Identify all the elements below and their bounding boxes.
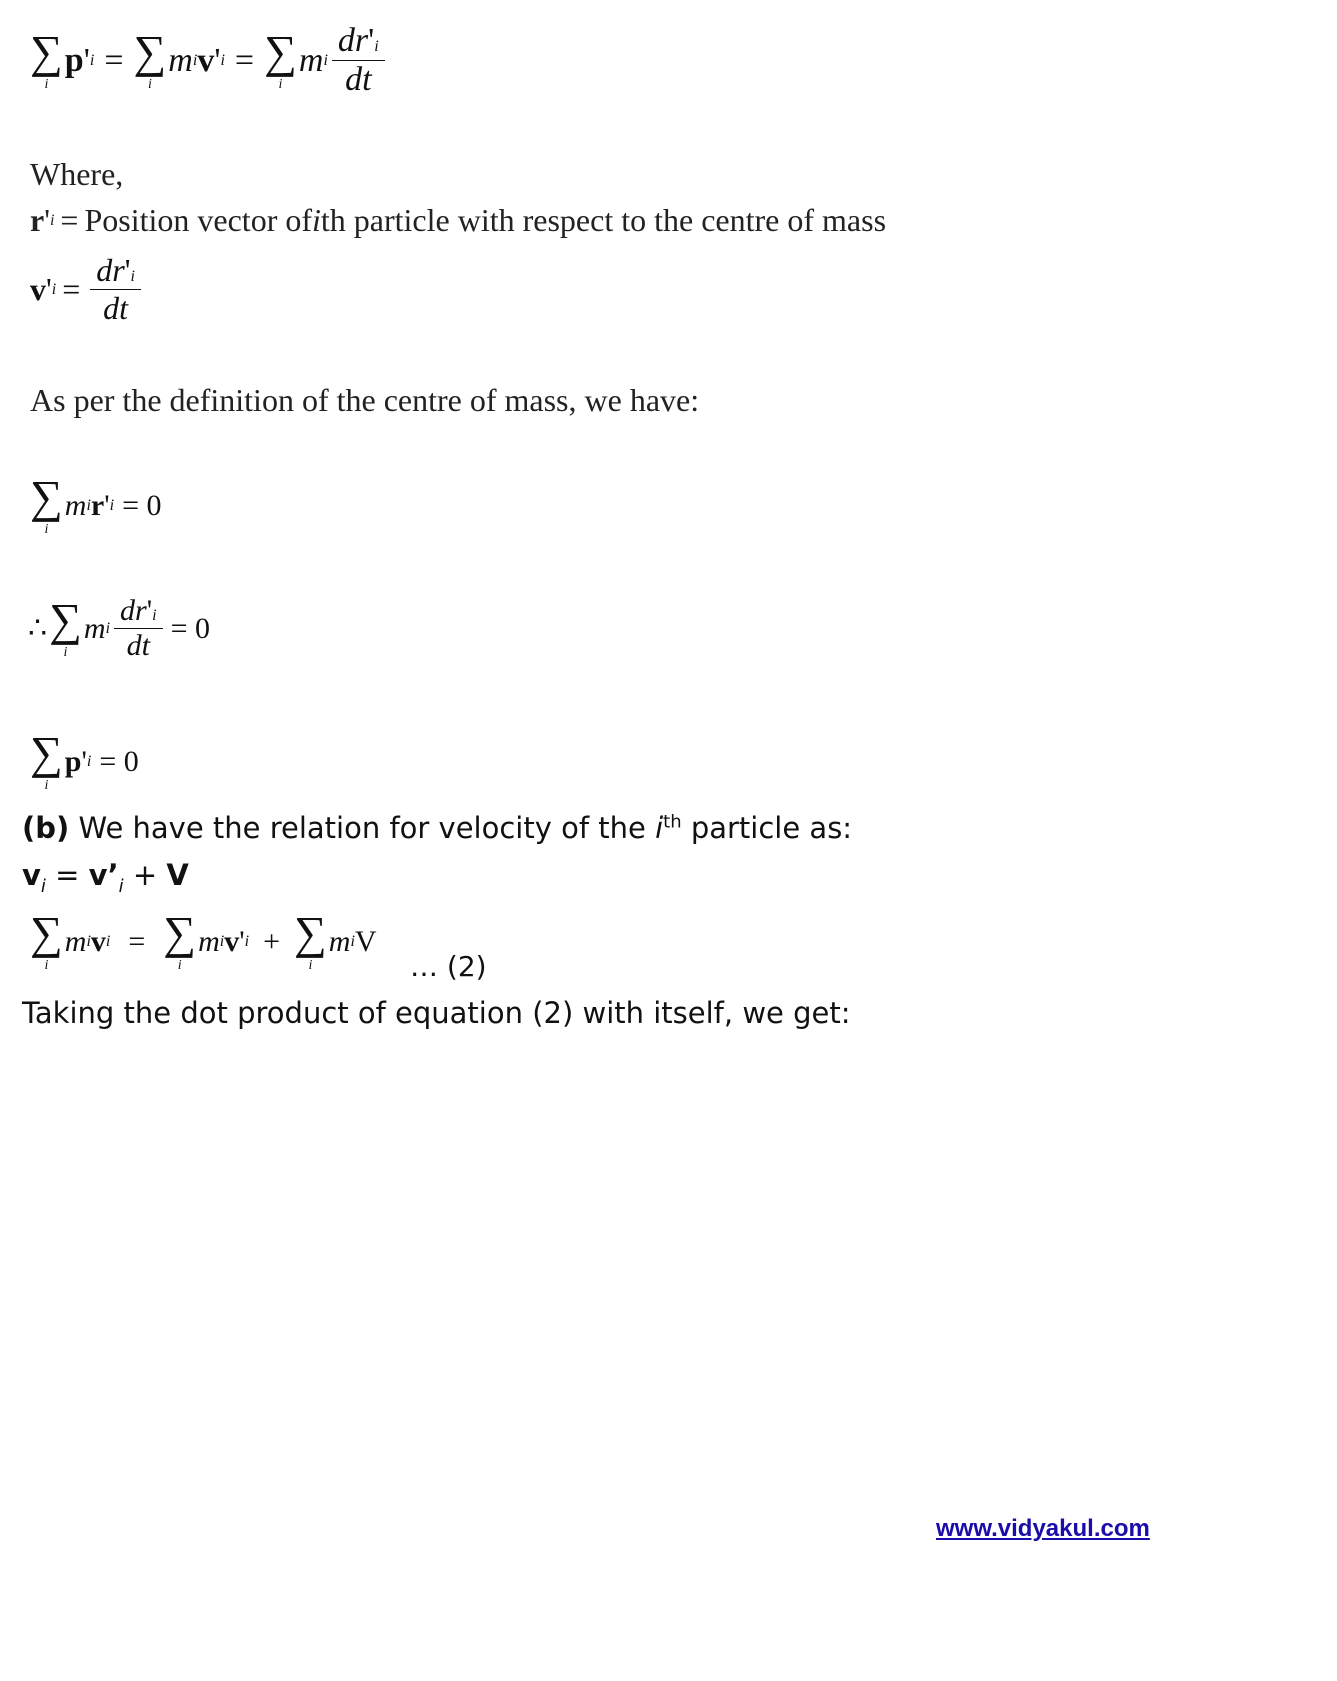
- subscript-i: i: [51, 280, 57, 298]
- definition-r-prime: [30, 202, 886, 239]
- subscript-i: i: [40, 875, 46, 897]
- sum-symbol: ∑ i: [30, 727, 63, 793]
- subscript-i: i: [323, 51, 328, 69]
- v-prime-symbol: v’: [88, 858, 119, 892]
- m-symbol: m: [64, 925, 87, 958]
- V-symbol: V: [354, 925, 377, 958]
- equals-zero: = 0: [99, 745, 139, 778]
- equation-2-tag: … (2): [410, 950, 487, 983]
- fraction-dr-dt: [90, 252, 141, 327]
- plus-sign: +: [263, 925, 280, 958]
- prime-mark: ': [83, 41, 90, 79]
- equation-2: [30, 907, 377, 974]
- prime-mark: ': [239, 925, 245, 958]
- sum-symbol: ∑ i: [30, 471, 63, 537]
- equation-sum-mr: [30, 471, 162, 538]
- sum-symbol: ∑ i: [49, 593, 82, 660]
- m-symbol: m: [198, 925, 220, 958]
- fraction-dr-dt: [114, 594, 163, 663]
- equals-sign: =: [60, 202, 79, 238]
- m-symbol: m: [168, 41, 193, 79]
- equation-therefore: [28, 594, 210, 663]
- equation-momentum-sum: [30, 22, 389, 99]
- subscript-i: i: [109, 497, 115, 514]
- v-symbol: v: [90, 925, 106, 958]
- equals-zero: = 0: [170, 611, 210, 645]
- numerator: dr: [120, 594, 147, 627]
- equals-zero: = 0: [122, 489, 162, 522]
- prime-mark: ': [104, 489, 110, 522]
- V-symbol: V: [166, 858, 189, 892]
- prime-mark: ': [368, 22, 375, 59]
- prime-mark: ': [146, 594, 153, 627]
- p-symbol: p: [64, 41, 84, 79]
- prime-mark: ': [81, 745, 87, 778]
- definition-v-prime: [30, 252, 145, 327]
- sum-symbol: ∑ i: [30, 907, 63, 973]
- equation-sum-p: [30, 727, 139, 794]
- subscript-i: i: [89, 51, 95, 69]
- footer-website-link[interactable]: www.vidyakul.com: [936, 1515, 1150, 1542]
- equals-sign: =: [234, 41, 255, 79]
- subscript-i: i: [86, 753, 92, 770]
- sum-symbol: ∑ i: [294, 907, 327, 973]
- subscript-i: i: [105, 933, 111, 950]
- part-label: (b): [22, 811, 70, 845]
- sum-symbol: ∑ i: [163, 907, 197, 973]
- prime-mark: ': [214, 41, 221, 79]
- subscript-i: i: [350, 933, 355, 950]
- v-symbol: v: [22, 858, 41, 892]
- equals-sign: =: [62, 271, 81, 307]
- prime-mark: ': [46, 271, 52, 307]
- denominator: dt: [126, 629, 150, 662]
- subscript-i: i: [244, 933, 250, 950]
- cm-definition-text: As per the definition of the centre of mass, we have:: [30, 382, 700, 418]
- m-symbol: m: [298, 41, 324, 79]
- p-symbol: p: [64, 745, 82, 778]
- sum-symbol: ∑ i: [264, 25, 297, 92]
- denominator: dt: [345, 61, 372, 98]
- part-b-sentence: particle as:: [681, 811, 853, 845]
- definition-text: Position vector of: [84, 202, 312, 238]
- therefore-symbol: ∴: [28, 612, 48, 645]
- subscript-i: i: [152, 607, 157, 624]
- equals-sign: =: [45, 858, 89, 892]
- plus-sign: +: [123, 858, 167, 892]
- subscript-i: i: [118, 875, 124, 897]
- prime-mark: ': [44, 202, 50, 238]
- numerator: dr: [337, 22, 369, 59]
- m-symbol: m: [83, 611, 106, 645]
- subscript-i: i: [130, 268, 135, 285]
- m-symbol: m: [64, 489, 87, 522]
- sum-symbol: ∑ i: [133, 25, 167, 92]
- subscript-i: i: [49, 211, 55, 229]
- r-symbol: r: [90, 489, 105, 522]
- part-b-sentence: We have the relation for velocity of the: [69, 811, 656, 845]
- subscript-i: i: [219, 933, 225, 950]
- v-symbol: v: [30, 271, 46, 307]
- subscript-i: i: [86, 497, 91, 514]
- numerator: dr: [96, 252, 125, 288]
- fraction-dr-dt: [332, 22, 385, 99]
- sum-symbol: ∑ i: [30, 25, 63, 92]
- definition-text: th particle with respect to the centre of mass: [320, 202, 887, 238]
- m-symbol: m: [328, 925, 351, 958]
- v-symbol: v: [197, 41, 215, 79]
- dot-product-text: Taking the dot product of equation (2) with itself, we get:: [22, 996, 851, 1030]
- subscript-i: i: [374, 38, 379, 55]
- italic-i: i: [312, 202, 321, 238]
- where-label: Where,: [30, 156, 124, 192]
- subscript-i: i: [86, 933, 91, 950]
- part-b-text: [22, 811, 852, 845]
- denominator: dt: [103, 290, 129, 326]
- italic-i: i: [655, 811, 664, 845]
- equals-sign: =: [128, 925, 146, 958]
- subscript-i: i: [220, 51, 225, 69]
- prime-mark: ': [124, 252, 131, 288]
- r-symbol: r: [30, 202, 45, 238]
- subscript-i: i: [192, 51, 198, 69]
- subscript-i: i: [105, 619, 111, 637]
- equals-sign: =: [104, 41, 124, 79]
- velocity-relation: [22, 858, 189, 897]
- v-symbol: v: [224, 925, 240, 958]
- superscript-th: th: [663, 811, 682, 833]
